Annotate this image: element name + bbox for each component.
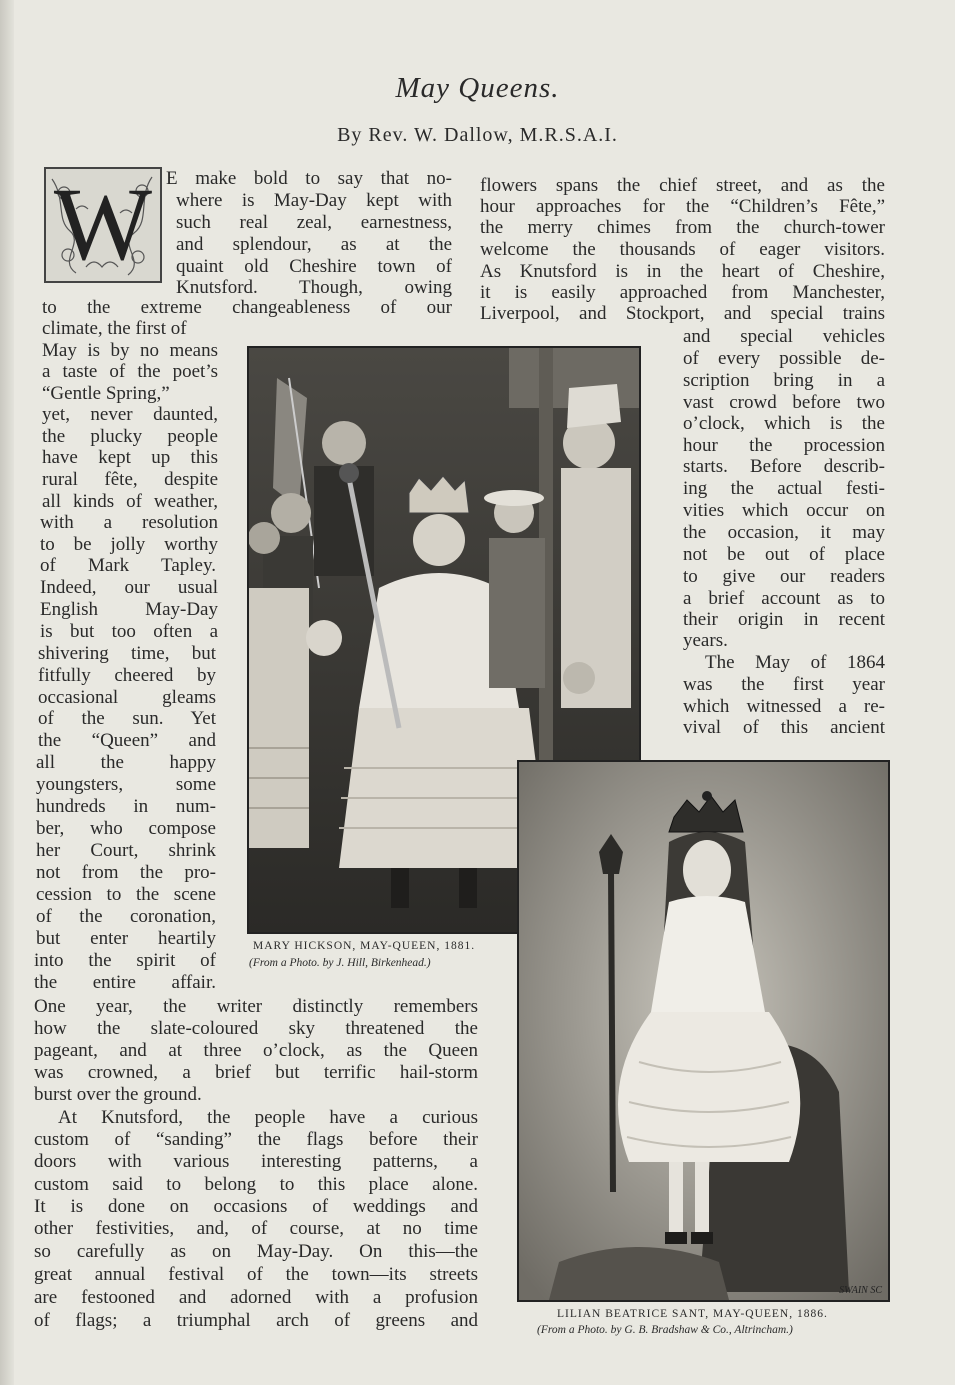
text-line: a taste of the poet’s	[42, 361, 218, 382]
may-queen-portrait-illustration	[519, 762, 888, 1300]
text-line: ber, who compose	[36, 818, 216, 839]
text-line: other festivities, and, of course, at no time	[34, 1218, 478, 1239]
text-line: As Knutsford is in the heart of Cheshire,	[480, 261, 885, 282]
text-line: the entire affair.	[34, 972, 216, 993]
text-line: all kinds of weather,	[42, 491, 218, 512]
text-line: to the extreme changeableness of our	[42, 297, 452, 318]
text-line: ing the actual festi-	[683, 478, 885, 499]
photo-credit: (From a Photo. by J. Hill, Birkenhead.)	[249, 957, 431, 969]
photo-credit: (From a Photo. by G. B. Bradshaw & Co., Altrincham.)	[537, 1324, 793, 1336]
page-edge	[0, 0, 14, 1385]
text-line: It is done on occasions of weddings and	[34, 1196, 478, 1217]
text-line: pageant, and at three o’clock, as the Queen	[34, 1040, 478, 1061]
text-line: are festooned and adorned with a profusion	[34, 1287, 478, 1308]
text-line: where is May-Day kept with	[176, 190, 452, 211]
text-line: English May-Day	[40, 599, 218, 620]
text-line: custom said to belong to this place alone.	[34, 1174, 478, 1195]
text-line: quaint old Cheshire town of	[176, 256, 452, 277]
text-line: their origin in recent	[683, 609, 885, 630]
text-line: to give our readers	[683, 566, 885, 587]
text-line: is but too often a	[40, 621, 218, 642]
photo-caption: LILIAN BEATRICE SANT, MAY-QUEEN, 1886.	[557, 1308, 828, 1320]
text-line: hundreds in num-	[36, 796, 216, 817]
text-line: occasional gleams	[38, 687, 216, 708]
text-line: was the first year	[683, 674, 885, 695]
text-line: was crowned, a brief but terrific hail-storm	[34, 1062, 478, 1083]
text-line: vities which occur on	[683, 500, 885, 521]
photo-lilian-beatrice-sant	[517, 760, 890, 1302]
text-line: “Gentle Spring,”	[42, 383, 170, 404]
text-line: hour the procession	[683, 435, 885, 456]
text-line: all the happy	[36, 752, 216, 773]
text-line: cession to the scene	[36, 884, 216, 905]
text-line: not be out of place	[683, 544, 885, 565]
text-line: custom of “sanding” the flags before their	[34, 1129, 478, 1150]
text-line: of the sun. Yet	[38, 708, 216, 729]
text-line: fitfully cheered by	[38, 665, 216, 686]
text-line: scription bring in a	[683, 370, 885, 391]
text-line: how the slate-coloured sky threatened the	[34, 1018, 478, 1039]
text-line: which witnessed a re-	[683, 696, 885, 717]
text-line: welcome the thousands of eager visitors.	[480, 239, 885, 260]
text-line: the plucky people	[42, 426, 218, 447]
text-line: years.	[683, 630, 728, 651]
text-line: youngsters, some	[36, 774, 216, 795]
text-line: a brief account as to	[683, 588, 885, 609]
text-line: and special vehicles	[683, 326, 885, 347]
text-line: of Mark Tapley.	[40, 555, 216, 576]
text-line: the merry chimes from the church-tower	[480, 217, 885, 238]
text-line: Liverpool, and Stockport, and special trains	[480, 303, 885, 324]
text-line: hour approaches for the “Children’s Fête,”	[480, 196, 885, 217]
text-line: the occasion, it may	[683, 522, 885, 543]
text-line: rural fête, despite	[42, 469, 218, 490]
text-line: The May of 1864	[705, 652, 885, 673]
text-line: Knutsford. Though, owing	[176, 277, 452, 298]
text-line: such real zeal, earnestness,	[176, 212, 452, 233]
text-line: not from the pro-	[36, 862, 216, 883]
text-line: but enter heartily	[36, 928, 216, 949]
text-line: so carefully as on May-Day. On this—the	[34, 1241, 478, 1262]
text-line: At Knutsford, the people have a curious	[58, 1107, 478, 1128]
text-line: starts. Before describ-	[683, 456, 885, 477]
text-line: burst over the ground.	[34, 1084, 202, 1105]
article-byline: By Rev. W. Dallow, M.R.S.A.I.	[337, 124, 618, 146]
text-line: yet, never daunted,	[42, 404, 218, 425]
text-line: doors with various interesting patterns, a	[34, 1151, 478, 1172]
text-line: and splendour, as at the	[176, 234, 452, 255]
text-line: vival of this ancient	[683, 717, 885, 738]
text-line: vast crowd before two	[683, 392, 885, 413]
text-line: shivering time, but	[38, 643, 216, 664]
text-line: o’clock, which is the	[683, 413, 885, 434]
text-line: with a resolution	[40, 512, 218, 533]
dropcap-letter: W	[53, 167, 153, 282]
photo-caption: MARY HICKSON, MAY-QUEEN, 1881.	[253, 940, 476, 952]
text-line: into the spirit of	[34, 950, 216, 971]
text-line: flowers spans the chief street, and as the	[480, 175, 885, 196]
text-line: it is easily approached from Manchester,	[480, 282, 885, 303]
text-line: great annual festival of the town—its streets	[34, 1264, 478, 1285]
text-line: her Court, shrink	[36, 840, 216, 861]
text-line: to be jolly worthy	[40, 534, 218, 555]
dropcap-ornament	[44, 167, 162, 283]
text-line: climate, the first of	[42, 318, 187, 339]
text-line: Indeed, our usual	[40, 577, 218, 598]
engraver-signature: SWAIN SC	[839, 1285, 882, 1296]
text-line: the “Queen” and	[38, 730, 216, 751]
text-line: of every possible de-	[683, 348, 885, 369]
text-line: May is by no means	[42, 340, 218, 361]
text-line: of flags; a triumphal arch of greens and	[34, 1310, 478, 1331]
article-title: May Queens.	[395, 72, 560, 104]
text-line: have kept up this	[42, 447, 218, 468]
text-line: of the coronation,	[36, 906, 216, 927]
text-line: One year, the writer distinctly remembers	[34, 996, 478, 1017]
text-line: E make bold to say that no-	[166, 168, 452, 189]
